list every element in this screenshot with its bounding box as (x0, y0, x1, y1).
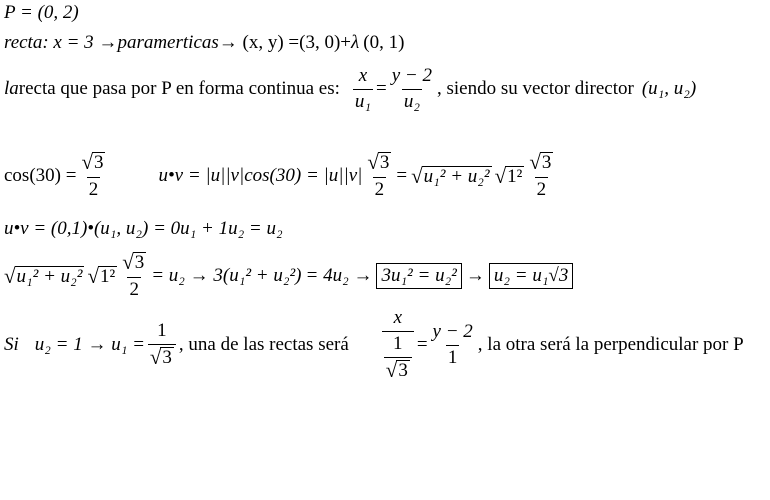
condition-u2: u₂ = 1 → u₁ = (34, 334, 145, 356)
line-conclusion (4, 308, 744, 383)
point-definition: P = (0, 2) (4, 2, 79, 23)
sqrt-norm-u: √ u₁² + u₂² (4, 263, 83, 288)
una-recta-text: , una de las rectas será (178, 334, 349, 356)
fraction-sqrt3-over-2: √ 3 2 (81, 150, 104, 200)
line-point (4, 2, 79, 24)
plus-sign: + (340, 32, 352, 53)
director-vector-text: , siendo su vector director (437, 78, 634, 100)
director-vector: (u₁, u₂) (641, 78, 697, 100)
fraction-numerator: y − 2 (391, 65, 432, 86)
line-solve (4, 252, 577, 301)
xy-equals: → (x, y) = (218, 32, 300, 53)
line-dot-product (4, 218, 283, 240)
fraction-y-over-1: $\frac{y - 2}{1}$ (432, 320, 473, 368)
si-word: Si (4, 334, 19, 356)
boxed-result-1: 3u₁² = u₂² (376, 263, 461, 289)
point-tuple: (3, 0) (299, 32, 341, 53)
equals-4u2-step: = 4u₂ → (305, 265, 373, 287)
la-word: la (4, 78, 19, 100)
fraction-numerator: x (358, 65, 368, 86)
arrow-symbol: → (465, 265, 485, 287)
sqrt-symbol: √ 3 (81, 150, 104, 174)
line-continuous-form (4, 66, 696, 113)
sqrt-norm-v: √ 1² (494, 163, 523, 188)
fraction-1-over-sqrt3: 1 √ 3 (148, 321, 176, 370)
parametricas-word: paramerticas (117, 32, 219, 53)
fraction-sqrt3-over-2: √ 3 2 (122, 250, 145, 300)
squared-sum: (u₁² + u₂²) (222, 265, 302, 287)
cos30-label: cos(30) = (4, 165, 77, 187)
fraction-x-over-inv-sqrt3: x 1 √ 3 (382, 308, 414, 383)
dot-product-definition: u•v = |u||v|cos(30) = |u||v| (158, 165, 363, 187)
equals-sign: = (416, 334, 428, 356)
fraction-denominator: u₁ (354, 90, 372, 112)
recta-word: recta (4, 32, 43, 53)
fraction-denominator: u₂ (403, 90, 420, 112)
sqrt-norm-u: √ u₁² + u₂² (411, 163, 490, 188)
fraction-sqrt3-over-2: √ 3 2 (529, 150, 552, 200)
dot-product-computation: u•v = (0,1)•(u₁, u₂) = 0u₁ + 1u₂ = u₂ (4, 218, 283, 239)
boxed-result-2: u₂ = u₁√3 (489, 263, 573, 289)
fraction-y-u2 (390, 66, 434, 113)
fraction-sqrt3-over-2: √ 3 2 (367, 150, 390, 200)
direction-tuple: (0, 1) (363, 32, 405, 53)
continuous-form-text: recta que pasa por P en forma continua es: (18, 78, 340, 100)
line-parametric (4, 32, 404, 54)
equals-sign: = (376, 78, 387, 100)
line-cosine (4, 152, 558, 201)
equals-u2-step: = u₂ → 3 (151, 265, 223, 287)
recta-equation: : x = 3 → (42, 32, 118, 53)
sqrt-norm-v: √ 1² (87, 263, 116, 288)
lambda-symbol: λ (351, 32, 360, 53)
fraction-x-u1 (353, 66, 373, 113)
perpendicular-text: , la otra será la perpendicular por P (477, 334, 744, 356)
equals-sign: = (396, 165, 408, 187)
